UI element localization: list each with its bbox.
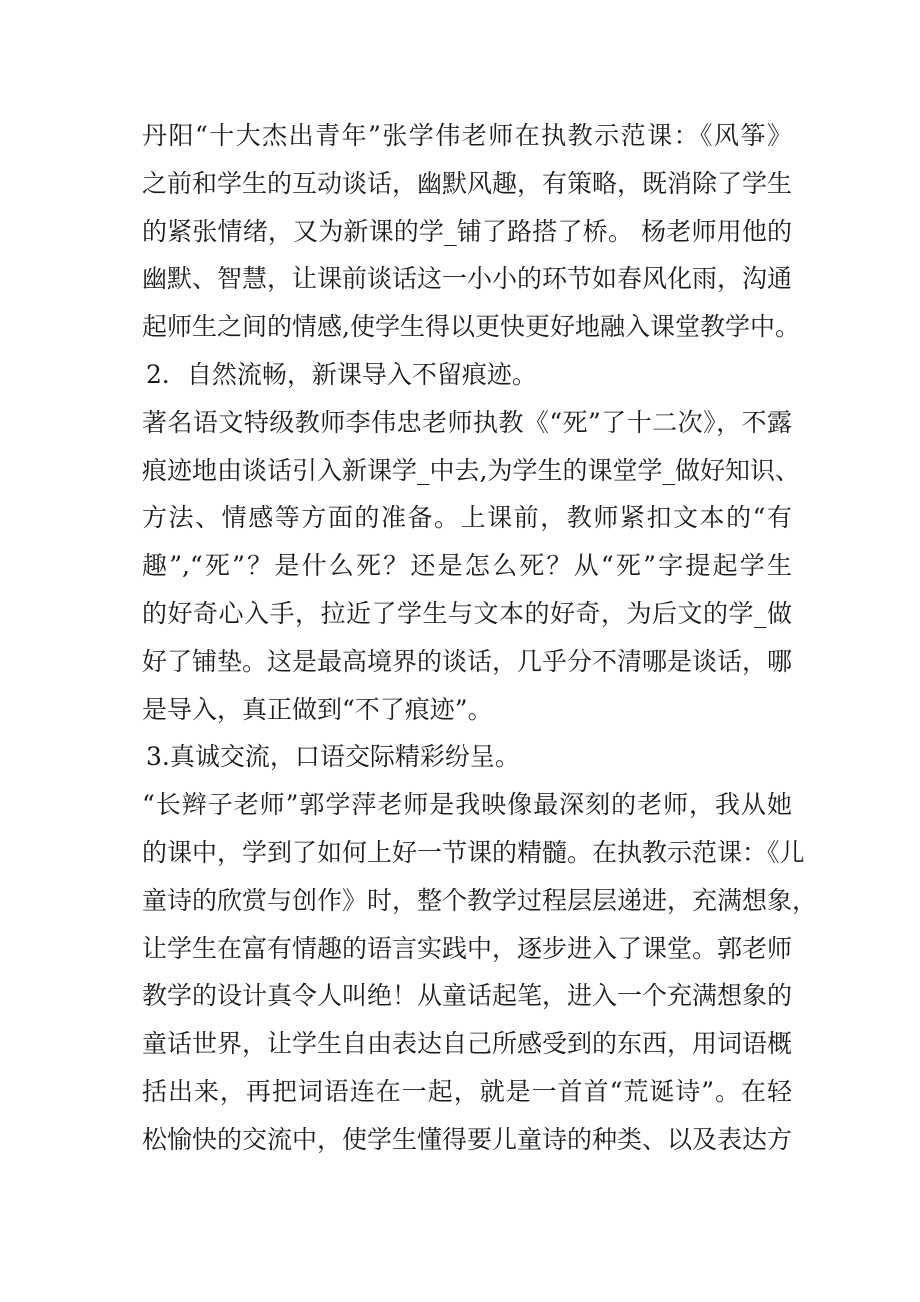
- body-text: [142, 112, 818, 1164]
- text-line: 之前和学生的互动谈话，幽默风趣，有策略，既消除了学生: [142, 168, 793, 198]
- text-line: 让学生在富有情趣的语言实践中，逐步进入了课堂。郭老师: [142, 933, 793, 963]
- text-line: 是导入，真正做到“不了痕迹”。: [142, 694, 493, 724]
- text-line: 松愉快的交流中，使学生懂得要儿童诗的种类、以及表达方: [142, 1124, 793, 1154]
- text-line: 著名语文特级教师李伟忠老师执教《“死”了十二次》，不露: [142, 407, 792, 437]
- text-line: 方法、情感等方面的准备。上课前，教师紧扣文本的“有: [142, 503, 792, 533]
- text-line: 好了铺垫。这是最高境界的谈话，几乎分不清哪是谈话，哪: [142, 646, 793, 676]
- text-line: 趣”,“死”？是什么死？还是怎么死？从“死”字提起学生: [142, 551, 792, 581]
- text-line: 丹阳“十大杰出青年”张学伟老师在执教示范课：《风筝》: [142, 121, 792, 150]
- text-line: 童诗的欣赏与创作》时，整个教学过程层层递进，充满想象，: [142, 885, 818, 915]
- text-line: 的紧张情绪，又为新课的学_铺了路搭了桥。 杨老师用他的: [142, 216, 792, 246]
- section-heading: 3.真诚交流，口语交际精彩纷呈。: [146, 742, 520, 772]
- text-line: 教学的设计真令人叫绝！从童话起笔，进入一个充满想象的: [142, 981, 793, 1011]
- text-line: 幽默、智慧，让课前谈话这一小小的环节如春风化雨，沟通: [142, 264, 793, 294]
- text-line: 童话世界，让学生自由表达自己所感受到的东西，用词语概: [142, 1029, 793, 1059]
- text-line: 括出来，再把词语连在一起，就是一首首“荒诞诗”。在轻: [142, 1076, 792, 1106]
- section-heading: 2．自然流畅，新课导入不留痕迹。: [146, 359, 537, 389]
- text-line: 痕迹地由谈话引入新课学_中去,为学生的课堂学_做好知识、: [142, 455, 800, 485]
- text-line: “长辫子老师”郭学萍老师是我映像最深刻的老师，我从她: [142, 790, 792, 820]
- text-line: 的课中，学到了如何上好一节课的精髓。在执教示范课：《儿: [142, 837, 805, 867]
- text-line: 起师生之间的情感,使学生得以更快更好地融入课堂教学中。: [142, 312, 800, 342]
- text-line: 的好奇心入手，拉近了学生与文本的好奇，为后文的学_做: [142, 598, 792, 628]
